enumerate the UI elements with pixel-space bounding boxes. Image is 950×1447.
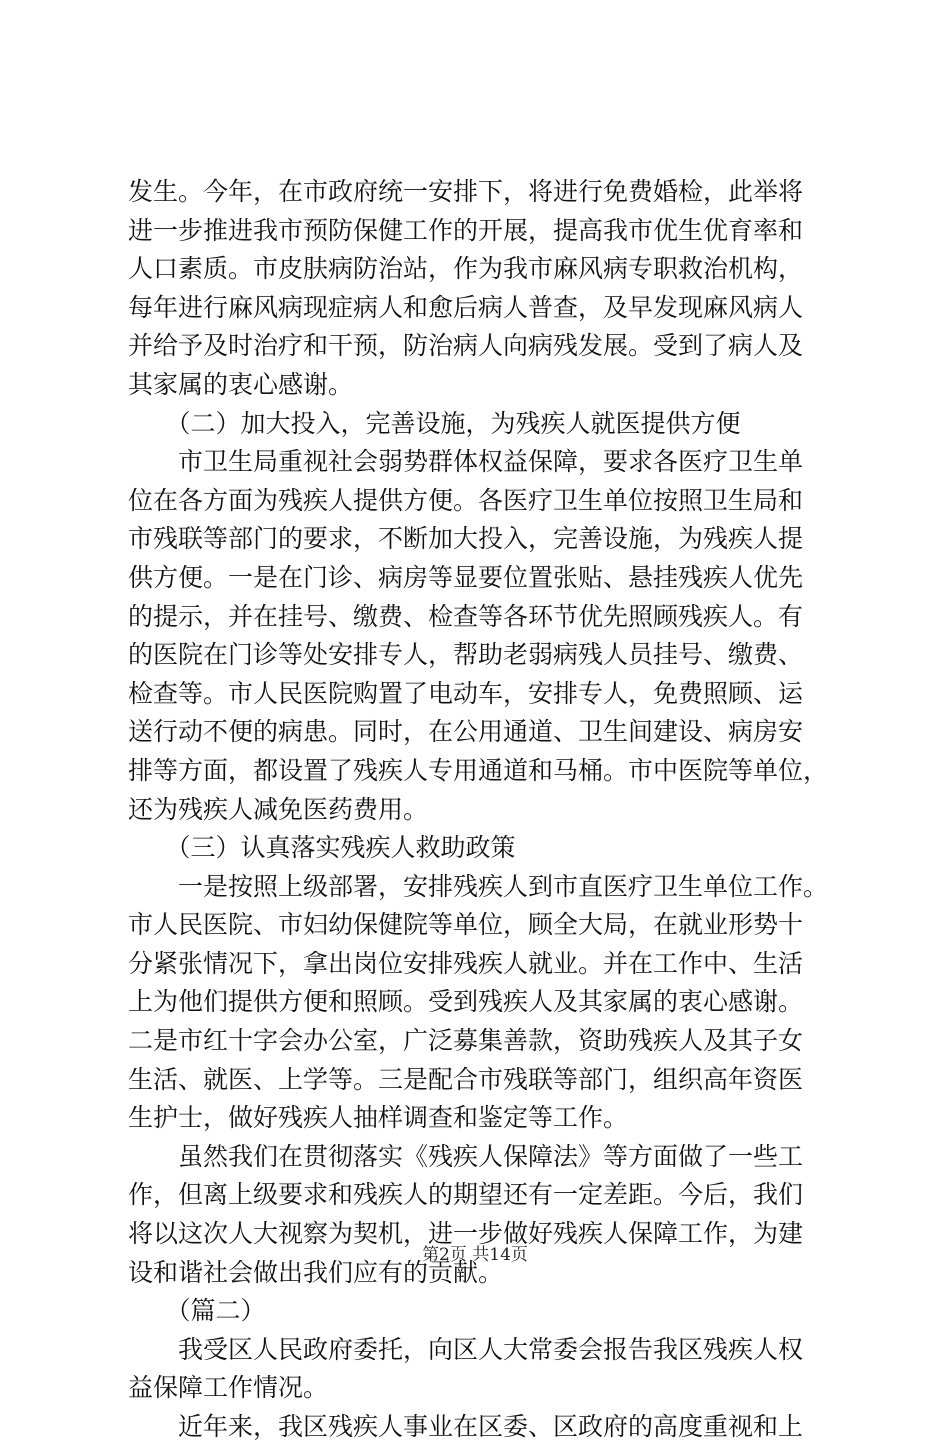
text-line: 将以这次人大视察为契机，进一步做好残疾人保障工作，为建 [128, 1219, 804, 1249]
text-line: 位在各方面为残疾人提供方便。各医疗卫生单位按照卫生局和 [128, 485, 804, 515]
text-line: 生护士，做好残疾人抽样调查和鉴定等工作。 [128, 1103, 629, 1133]
page-footer: 第2页 共14页 [422, 1245, 528, 1265]
text-line: 供方便。一是在门诊、病房等显要位置张贴、悬挂残疾人优先 [128, 562, 804, 592]
text-line: 的提示，并在挂号、缴费、检查等各环节优先照顾残疾人。有 [128, 601, 804, 631]
text-line: 送行动不便的病患。同时，在公用通道、卫生间建设、病房安 [128, 717, 804, 747]
text-line: 生活、就医、上学等。三是配合市残联等部门，组织高年资医 [128, 1064, 804, 1094]
text-line: 进一步推进我市预防保健工作的开展，提高我市优生优育率和 [128, 215, 804, 245]
text-line: 人口素质。市皮肤病防治站，作为我市麻风病专职救治机构， [128, 254, 804, 284]
text-line: 作，但离上级要求和残疾人的期望还有一定差距。今后，我们 [128, 1180, 804, 1210]
text-line: 近年来，我区残疾人事业在区委、区政府的高度重视和上 [128, 1412, 804, 1441]
text-line: 市残联等部门的要求，不断加大投入，完善设施，为残疾人提 [128, 524, 804, 554]
text-line: （二）加大投入，完善设施，为残疾人就医提供方便 [128, 408, 741, 438]
text-line: 市人民医院、市妇幼保健院等单位，顾全大局，在就业形势十 [128, 910, 804, 940]
text-line: 检查等。市人民医院购置了电动车，安排专人，免费照顾、运 [128, 678, 804, 708]
text-line: 市卫生局重视社会弱势群体权益保障，要求各医疗卫生单 [128, 447, 804, 477]
text-line: 虽然我们在贯彻落实《残疾人保障法》等方面做了一些工 [128, 1141, 804, 1171]
text-line: 二是市红十字会办公室，广泛募集善款，资助残疾人及其子女 [128, 1026, 804, 1056]
text-line: 排等方面，都设置了残疾人专用通道和马桶。市中医院等单位， [128, 755, 828, 785]
text-line: 的医院在门诊等处安排专人，帮助老弱病残人员挂号、缴费、 [128, 640, 804, 670]
text-line: 我受区人民政府委托，向区人大常委会报告我区残疾人权 [128, 1334, 804, 1364]
text-line: 分紧张情况下，拿出岗位安排残疾人就业。并在工作中、生活 [128, 948, 804, 978]
text-line: 其家属的衷心感谢。 [128, 369, 354, 399]
text-line: 益保障工作情况。 [128, 1373, 329, 1403]
text-line: 发生。今年，在市政府统一安排下，将进行免费婚检，此举将 [128, 177, 804, 206]
text-line: 上为他们提供方便和照顾。受到残疾人及其家属的衷心感谢。 [128, 987, 804, 1017]
text-line: 还为残疾人减免医药费用。 [128, 794, 429, 824]
text-line: （篇二） [128, 1296, 266, 1326]
text-line: （三）认真落实残疾人救助政策 [128, 833, 516, 863]
text-line: 并给予及时治疗和干预，防治病人向病残发展。受到了病人及 [128, 331, 804, 361]
text-line: 一是按照上级部署，安排残疾人到市直医疗卫生单位工作。 [128, 871, 828, 901]
text-line: 每年进行麻风病现症病人和愈后病人普查，及早发现麻风病人 [128, 292, 804, 322]
text-line: 设和谐社会做出我们应有的贡献。 [128, 1257, 504, 1287]
